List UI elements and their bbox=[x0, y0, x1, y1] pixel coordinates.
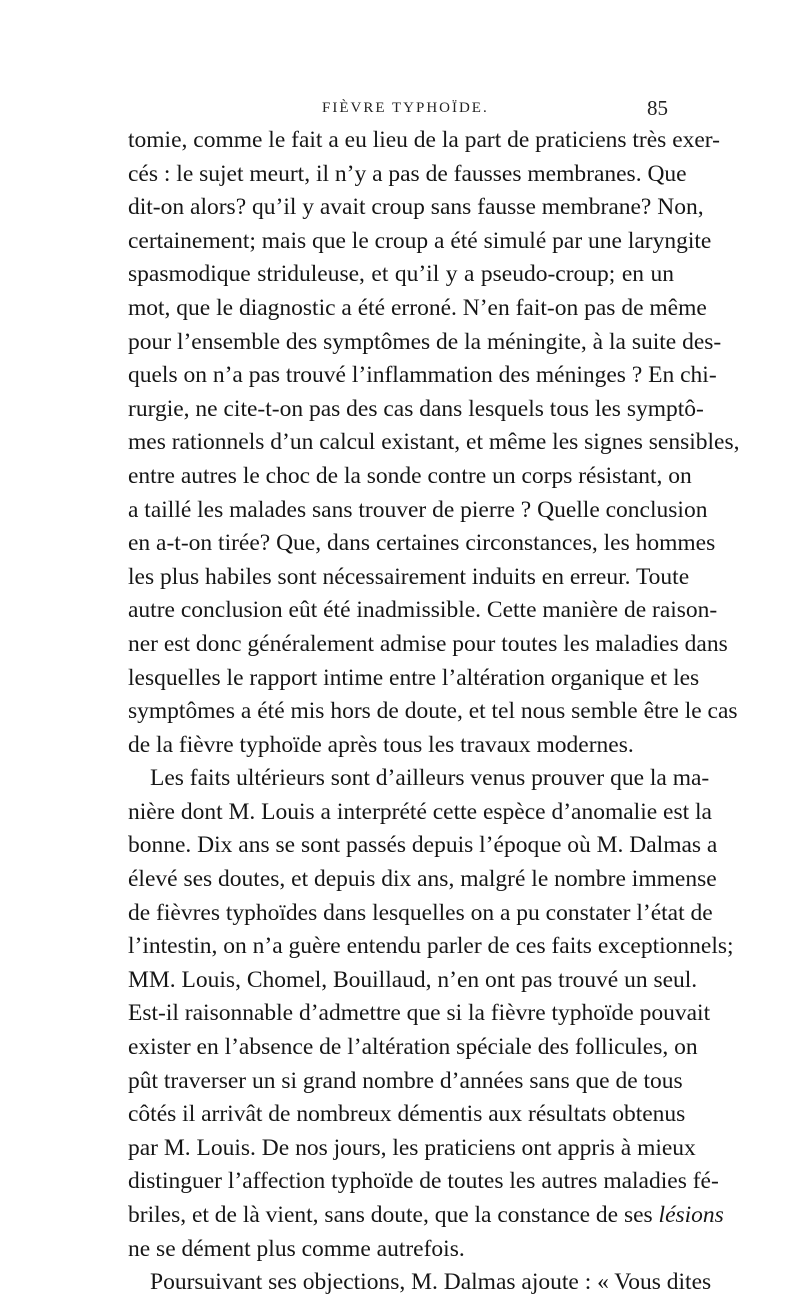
text-line: côtés il arrivât de nombreux démentis aux résultats obtenus bbox=[128, 1101, 686, 1128]
text-line: ner est donc généralement admise pour toutes les maladies dans bbox=[128, 630, 728, 657]
text-line: élevé ses doutes, et depuis dix ans, malgré le nombre immense bbox=[128, 866, 717, 893]
text-line: nière dont M. Louis a interprété cette espèce d’anomalie est la bbox=[128, 798, 712, 825]
paragraph-start-line: Poursuivant ses objections, M. Dalmas ajoute : « Vous dites bbox=[150, 1269, 712, 1296]
text-line: cés : le sujet meurt, il n’y a pas de fausses membranes. Que bbox=[128, 160, 687, 187]
paragraph-start-line: Les faits ultérieurs sont d’ailleurs venus prouver que la ma- bbox=[150, 765, 710, 792]
text-line: lesquelles le rapport intime entre l’altération organique et les bbox=[128, 664, 700, 691]
text-line: spasmodique striduleuse, et qu’il y a pseudo-croup; en un bbox=[128, 261, 674, 288]
text-line: de fièvres typhoïdes dans lesquelles on a pu constater l’état de bbox=[128, 899, 713, 926]
text-line: MM. Louis, Chomel, Bouillaud, n’en ont pas trouvé un seul. bbox=[128, 966, 698, 993]
text-line: l’intestin, on n’a guère entendu parler de ces faits exceptionnels; bbox=[128, 933, 734, 960]
running-title: FIÈVRE TYPHOÏDE. bbox=[322, 100, 489, 116]
text-line: tomie, comme le fait a eu lieu de la part de praticiens très exer- bbox=[128, 127, 720, 153]
text-line: de la fièvre typhoïde après tous les travaux modernes. bbox=[128, 731, 634, 758]
text-line: autre conclusion eût été inadmissible. Cette manière de raison- bbox=[128, 597, 718, 624]
text-line: certainement; mais que le croup a été simulé par une laryngite bbox=[128, 227, 712, 254]
text-line: distinguer l’affection typhoïde de toutes les autres maladies fé- bbox=[128, 1168, 719, 1195]
text-line: mot, que le diagnostic a été erroné. N’en fait-on pas de même bbox=[128, 294, 707, 321]
text-line: mes rationnels d’un calcul existant, et même les signes sensibles, bbox=[128, 429, 740, 456]
text-line: ne se dément plus comme autrefois. bbox=[128, 1235, 465, 1262]
italic-word: lésions bbox=[658, 1202, 724, 1228]
text-line: les plus habiles sont nécessairement induits en erreur. Toute bbox=[128, 563, 690, 590]
text-line: rurgie, ne cite-t-on pas des cas dans lesquels tous les symptô- bbox=[128, 395, 704, 422]
text-line: a taillé les malades sans trouver de pierre ? Quelle conclusion bbox=[128, 496, 708, 523]
text-line: pût traverser un si grand nombre d’années sans que de tous bbox=[128, 1067, 683, 1094]
running-head bbox=[128, 96, 668, 122]
text-line: exister en l’absence de l’altération spéciale des follicules, on bbox=[128, 1034, 698, 1061]
text-line: quels on n’a pas trouvé l’inflammation des méninges ? En chi- bbox=[128, 362, 717, 389]
text-line-with-italic bbox=[128, 1199, 724, 1233]
text-line: en a-t-on tirée? Que, dans certaines circonstances, les hommes bbox=[128, 530, 716, 557]
text-line: symptômes a été mis hors de doute, et tel nous semble être le cas bbox=[128, 698, 738, 725]
text-line: dit-on alors? qu’il y avait croup sans fausse membrane? Non, bbox=[128, 194, 704, 221]
text-line: par M. Louis. De nos jours, les praticiens ont appris à mieux bbox=[128, 1134, 696, 1161]
page-number: 85 bbox=[647, 96, 668, 120]
text-line-segment: briles, et de là vient, sans doute, que la constance de ses bbox=[128, 1202, 653, 1228]
text-line: pour l’ensemble des symptômes de la méningite, à la suite des- bbox=[128, 328, 722, 355]
text-line: Est-il raisonnable d’admettre que si la fièvre typhoïde pouvait bbox=[128, 1000, 711, 1027]
text-line: bonne. Dix ans se sont passés depuis l’époque où M. Dalmas a bbox=[128, 832, 718, 859]
text-line: entre autres le choc de la sonde contre un corps résistant, on bbox=[128, 462, 692, 489]
body-text bbox=[128, 124, 740, 1300]
